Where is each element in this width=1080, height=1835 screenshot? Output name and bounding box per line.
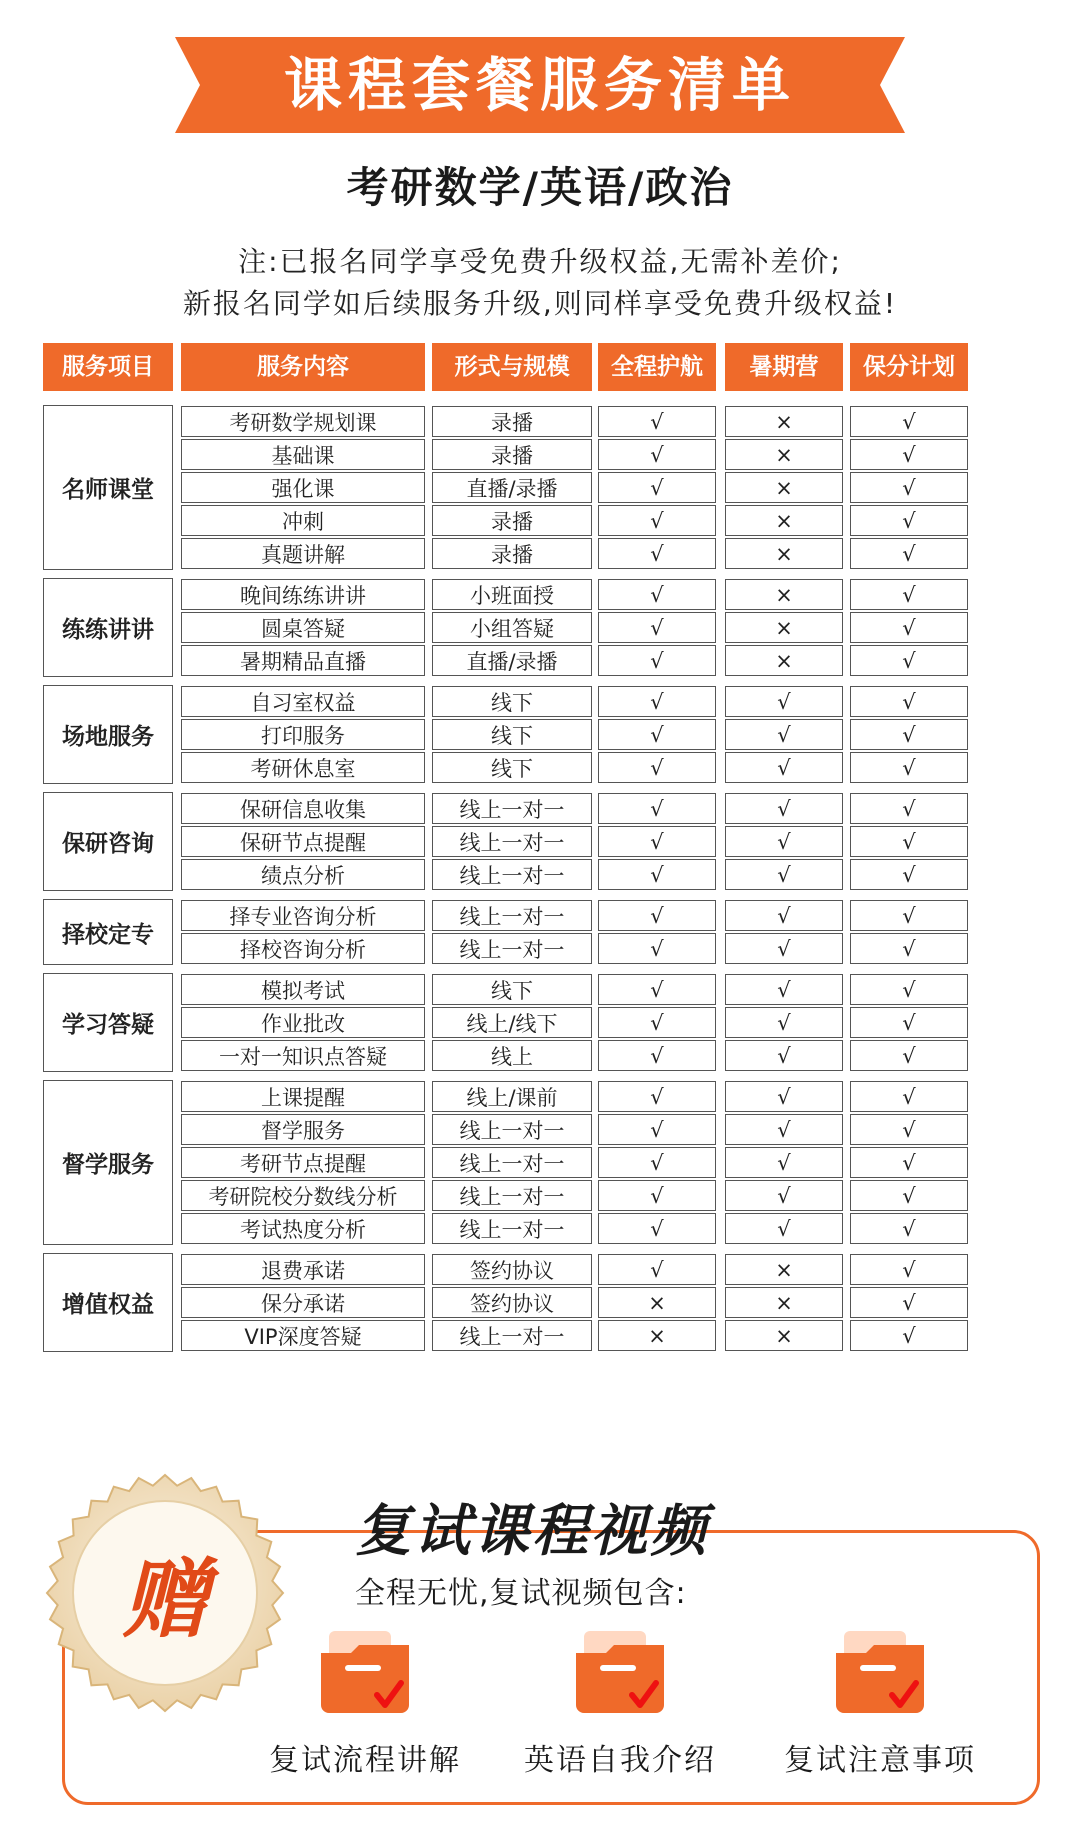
table-cell: √ <box>850 645 968 676</box>
table-cell: 冲刺 <box>181 505 425 536</box>
table-cell: √ <box>598 719 716 750</box>
table-header-cell: 服务项目 <box>43 343 173 391</box>
table-cell: √ <box>598 1213 716 1244</box>
table-cell: √ <box>850 1147 968 1178</box>
table-cell: 考研院校分数线分析 <box>181 1180 425 1211</box>
category-cell: 学习答疑 <box>43 973 173 1072</box>
gift-item-label: 复试注意事项 <box>784 1743 976 1778</box>
table-cell: 一对一知识点答疑 <box>181 1040 425 1071</box>
table-cell: √ <box>598 793 716 824</box>
table-cell: √ <box>598 1007 716 1038</box>
table-cell: √ <box>598 538 716 569</box>
table-cell: √ <box>850 1180 968 1211</box>
table-cell: 小组答疑 <box>432 612 592 643</box>
table-cell: √ <box>725 1180 843 1211</box>
table-cell: 考试热度分析 <box>181 1213 425 1244</box>
table-cell: 作业批改 <box>181 1007 425 1038</box>
table-cell: 督学服务 <box>181 1114 425 1145</box>
folder-check-icon <box>315 1625 415 1725</box>
table-cell: 线上一对一 <box>432 859 592 890</box>
banner-title: 课程套餐服务清单 <box>283 51 796 119</box>
table-cell: 择专业咨询分析 <box>181 900 425 931</box>
table-cell: 强化课 <box>181 472 425 503</box>
table-cell: √ <box>725 719 843 750</box>
table-cell: 退费承诺 <box>181 1254 425 1285</box>
table-cell: √ <box>598 505 716 536</box>
table-cell: √ <box>725 859 843 890</box>
table-cell: 真题讲解 <box>181 538 425 569</box>
table-cell: 保研节点提醒 <box>181 826 425 857</box>
category-cell: 择校定专 <box>43 899 173 965</box>
table-cell: 线上一对一 <box>432 933 592 964</box>
table-cell: √ <box>598 859 716 890</box>
table-cell: 录播 <box>432 406 592 437</box>
table-header-cell: 服务内容 <box>181 343 425 391</box>
table-cell: √ <box>850 793 968 824</box>
table-cell: 线下 <box>432 719 592 750</box>
table-cell: √ <box>850 859 968 890</box>
table-cell: 线下 <box>432 686 592 717</box>
table-cell: √ <box>850 612 968 643</box>
table-cell: 录播 <box>432 505 592 536</box>
table-cell: √ <box>725 933 843 964</box>
table-cell: 录播 <box>432 439 592 470</box>
table-cell: √ <box>850 826 968 857</box>
gift-item-3 <box>765 1625 995 1778</box>
gift-title: 复试课程视频 <box>355 1499 709 1564</box>
note-line-2: 新报名同学如后续服务升级,则同样享受免费升级权益! <box>182 287 898 320</box>
table-cell: √ <box>598 612 716 643</box>
table-cell: 保研信息收集 <box>181 793 425 824</box>
table-cell: × <box>725 612 843 643</box>
table-cell: √ <box>598 1147 716 1178</box>
table-cell: √ <box>598 1040 716 1071</box>
table-cell: 小班面授 <box>432 579 592 610</box>
table-cell: 直播/录播 <box>432 472 592 503</box>
table-cell: 线上一对一 <box>432 826 592 857</box>
table-cell: VIP深度答疑 <box>181 1320 425 1351</box>
folder-check-icon <box>830 1625 930 1725</box>
table-cell: √ <box>598 686 716 717</box>
table-cell: 线上一对一 <box>432 793 592 824</box>
table-cell: √ <box>850 974 968 1005</box>
table-cell: √ <box>850 1254 968 1285</box>
gift-item-2 <box>505 1625 735 1778</box>
table-cell: × <box>598 1287 716 1318</box>
gift-subtitle: 全程无忧,复试视频包含: <box>355 1576 687 1611</box>
table-cell: √ <box>725 1007 843 1038</box>
table-cell: 绩点分析 <box>181 859 425 890</box>
table-cell: √ <box>725 793 843 824</box>
table-cell: √ <box>598 472 716 503</box>
table-cell: √ <box>598 1081 716 1112</box>
table-cell: 考研数学规划课 <box>181 406 425 437</box>
table-cell: 晚间练练讲讲 <box>181 579 425 610</box>
note-line-1: 注:已报名同学享受免费升级权益,无需补差价; <box>238 245 842 278</box>
table-cell: √ <box>725 1081 843 1112</box>
table-cell: √ <box>725 900 843 931</box>
table-cell: √ <box>598 826 716 857</box>
table-cell: 择校咨询分析 <box>181 933 425 964</box>
table-cell: 线上一对一 <box>432 1320 592 1351</box>
category-cell: 保研咨询 <box>43 792 173 891</box>
gift-item-label: 复试流程讲解 <box>269 1743 461 1778</box>
table-cell: 自习室权益 <box>181 686 425 717</box>
table-header-cell: 保分计划 <box>850 343 968 391</box>
table-cell: × <box>725 1320 843 1351</box>
table-cell: √ <box>850 1114 968 1145</box>
table-cell: √ <box>725 1213 843 1244</box>
gift-badge-text: 赠 <box>122 1550 208 1650</box>
table-cell: 录播 <box>432 538 592 569</box>
table-cell: √ <box>850 900 968 931</box>
table-cell: × <box>725 1287 843 1318</box>
table-cell: 签约协议 <box>432 1287 592 1318</box>
table-cell: √ <box>850 1287 968 1318</box>
table-cell: 线上 <box>432 1040 592 1071</box>
table-cell: √ <box>725 1114 843 1145</box>
table-cell: √ <box>598 645 716 676</box>
table-cell: 暑期精品直播 <box>181 645 425 676</box>
table-cell: 圆桌答疑 <box>181 612 425 643</box>
table-cell: √ <box>598 974 716 1005</box>
table-cell: √ <box>598 752 716 783</box>
table-cell: × <box>725 538 843 569</box>
table-cell: × <box>598 1320 716 1351</box>
table-cell: √ <box>725 752 843 783</box>
category-cell: 名师课堂 <box>43 405 173 570</box>
table-cell: √ <box>850 719 968 750</box>
table-cell: 直播/录播 <box>432 645 592 676</box>
table-cell: 线上/线下 <box>432 1007 592 1038</box>
table-cell: √ <box>598 579 716 610</box>
table-cell: √ <box>850 472 968 503</box>
table-cell: × <box>725 1254 843 1285</box>
table-cell: √ <box>598 933 716 964</box>
table-cell: 线上一对一 <box>432 1180 592 1211</box>
table-cell: 考研节点提醒 <box>181 1147 425 1178</box>
table-cell: 线上一对一 <box>432 1147 592 1178</box>
table-header-cell: 全程护航 <box>598 343 716 391</box>
category-cell: 练练讲讲 <box>43 578 173 677</box>
table-cell: × <box>725 472 843 503</box>
category-cell: 增值权益 <box>43 1253 173 1352</box>
table-cell: √ <box>850 538 968 569</box>
table-cell: √ <box>725 1040 843 1071</box>
table-cell: √ <box>725 686 843 717</box>
table-cell: 签约协议 <box>432 1254 592 1285</box>
table-cell: √ <box>598 406 716 437</box>
table-cell: 上课提醒 <box>181 1081 425 1112</box>
table-cell: √ <box>850 1081 968 1112</box>
table-cell: √ <box>725 1147 843 1178</box>
table-header-cell: 暑期营 <box>725 343 843 391</box>
table-cell: 线上一对一 <box>432 1114 592 1145</box>
category-cell: 场地服务 <box>43 685 173 784</box>
gift-item-1 <box>250 1625 480 1778</box>
table-cell: √ <box>850 579 968 610</box>
table-cell: √ <box>725 974 843 1005</box>
table-cell: √ <box>725 826 843 857</box>
table-cell: × <box>725 579 843 610</box>
table-cell: 保分承诺 <box>181 1287 425 1318</box>
gift-item-label: 英语自我介绍 <box>524 1743 716 1778</box>
table-cell: × <box>725 406 843 437</box>
table-cell: √ <box>850 752 968 783</box>
table-cell: × <box>725 439 843 470</box>
table-cell: √ <box>598 1180 716 1211</box>
table-cell: 基础课 <box>181 439 425 470</box>
table-cell: 模拟考试 <box>181 974 425 1005</box>
table-header-cell: 形式与规模 <box>432 343 592 391</box>
page-subtitle: 考研数学/英语/政治 <box>346 163 734 212</box>
table-cell: √ <box>850 933 968 964</box>
table-cell: √ <box>850 1320 968 1351</box>
table-cell: 线下 <box>432 752 592 783</box>
table-cell: √ <box>850 1007 968 1038</box>
table-cell: × <box>725 505 843 536</box>
table-cell: √ <box>850 406 968 437</box>
table-cell: √ <box>598 1114 716 1145</box>
table-cell: √ <box>850 439 968 470</box>
table-cell: √ <box>598 900 716 931</box>
folder-check-icon <box>570 1625 670 1725</box>
table-cell: 线下 <box>432 974 592 1005</box>
table-cell: 线上一对一 <box>432 1213 592 1244</box>
category-cell: 督学服务 <box>43 1080 173 1245</box>
table-cell: √ <box>598 439 716 470</box>
table-cell: × <box>725 645 843 676</box>
title-banner <box>175 37 905 133</box>
table-cell: 考研休息室 <box>181 752 425 783</box>
table-cell: 线上/课前 <box>432 1081 592 1112</box>
table-cell: √ <box>598 1254 716 1285</box>
table-cell: 打印服务 <box>181 719 425 750</box>
table-cell: 线上一对一 <box>432 900 592 931</box>
table-cell: √ <box>850 1040 968 1071</box>
table-cell: √ <box>850 505 968 536</box>
table-cell: √ <box>850 1213 968 1244</box>
table-cell: √ <box>850 686 968 717</box>
